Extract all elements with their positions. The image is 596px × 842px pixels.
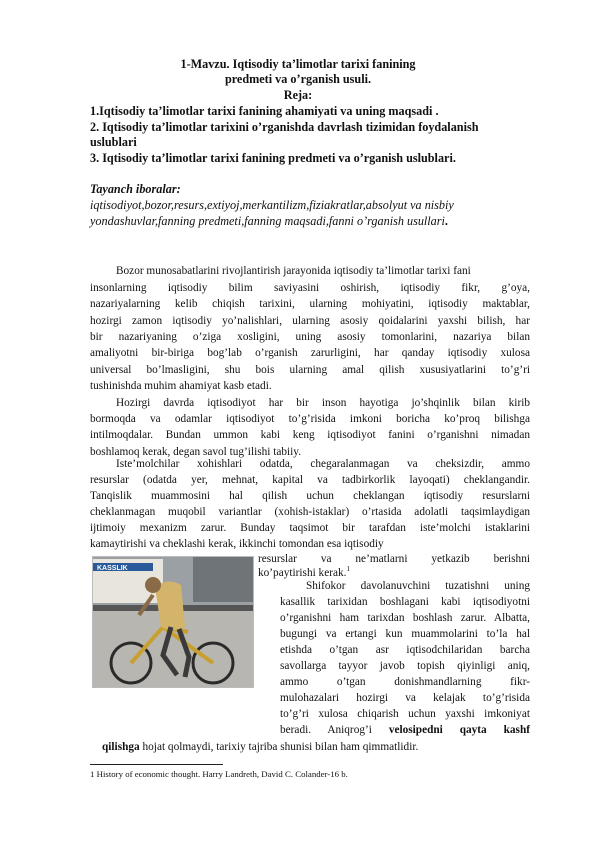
p4-final-line: [102, 740, 418, 754]
footnote-text: 1 History of economic thought. Harry Landreth, David C. Colander-16 b.: [90, 769, 348, 779]
p4-last-bold: velosipedni qayta kashf: [388, 724, 530, 736]
plan-item-2: 2. Iqtisodiy ta’limotlar tarixini o’rganishda davrlash tizimidan foydalanish: [90, 120, 479, 134]
footnote-reference: 1: [346, 565, 350, 574]
p4-final-bold: qilishga: [102, 741, 140, 753]
p1-line: bir nazariyaning o’ziga xosligini, uning asosiy tomonlarini, nazariya bilan: [90, 331, 530, 343]
keywords-line-2: [90, 214, 448, 229]
truck-lettering: KASSLIK: [97, 565, 128, 572]
p4-line: to’g’ri xulosa chiqarish uchun yaxshi imkoniyat: [280, 708, 530, 720]
document-title: 1-Mavzu. Iqtisodiy ta’limotlar tarixi fanining: [180, 57, 416, 71]
p4-line: o’rganishni ham tarixdan boshlash zarur. Albatta,: [280, 612, 530, 624]
document-title-line2: predmeti va o’rganish usuli.: [224, 72, 372, 86]
p3-line: Iste’molchilar xohishlari odatda, chegaralanmagan va cheksizdir, ammo: [116, 458, 530, 470]
p3-line: Tanqislik muammosini hal qilish uchun cheklangan iqtisodiy resurslarni: [90, 490, 530, 502]
p3-line: kamaytirishi va cheklashi kerak, ikkinchi tomondan esa iqtisodiy: [90, 538, 384, 550]
p1-line: amaliyotni bir-biriga bog’lab o’rganish zarurligini, har qanday iqtisodiy xulosa: [90, 347, 530, 359]
p4-line: bugungi va ertangi kun muammolarini to’la hal: [280, 628, 530, 640]
footnote-separator: [90, 764, 223, 765]
p4-last-text: beradi. Aniqrog’i: [280, 724, 389, 736]
p3-line-last: [258, 566, 350, 580]
plan-heading: Reja:: [283, 88, 313, 102]
plan-item-1: 1.Iqtisodiy ta’limotlar tarixi fanining ahamiyati va uning maqsadi .: [90, 104, 439, 118]
p3-line: resurslar va ne’matlarni yetkazib berishni: [258, 553, 530, 565]
p2-line: intilmoqdalar. Bundan ummon kabi keng iqtisodiyot fanini o’rganishni nimadan: [90, 429, 530, 441]
p1-line: nazariyalarning kelib chiqish tarixini, ularning mohiyatini, iqtisodiy maktablar,: [90, 298, 530, 310]
keywords-end-dot: .: [444, 214, 448, 228]
p4-line: etishda o’tgan asr iqtisodchilaridan barcha: [280, 644, 530, 656]
p1-line: tushinishda muhim ahamiyat kasb etadi.: [90, 380, 272, 392]
p2-line: boshlamoq kerak, degan savol tug’ilishi tabiiy.: [90, 446, 302, 458]
p4-line: mulohazalari hozirgi va kelajak to’g’risida: [280, 692, 530, 704]
p1-line: Bozor munosabatlarini rivojlantirish jarayonida iqtisodiy ta’limotlar tarixi fani: [116, 265, 471, 277]
p3-line: ijtimoiy mexanizm zarur. Bunday taqsimot bir tarafdan iste’molchi istaklarini: [90, 522, 530, 534]
p4-final-text: hojat qolmaydi, tarixiy tajriba shunisi bilan ham qimmatlidir.: [139, 741, 419, 753]
p2-line: Hozirgi davrda iqtisodiyot har bir inson hayotiga jo’shqinlik bilan kirib: [116, 397, 530, 409]
cyclist-photo: [92, 556, 254, 688]
keywords-line-2-text: yondashuvlar,fanning predmeti,fanning maqsadi,fanni o’rganish usullari: [90, 214, 445, 228]
p4-line: Shifokor davolanuvchini tuzatishni uning: [306, 580, 530, 592]
p4-line-bold-end: [280, 723, 530, 737]
plan-item-2-cont: uslublari: [90, 135, 137, 149]
p3-line: cheklanmagan muqobil variantlar (xohish-istaklar) o’rtasida adolatli taqsimlaydigan: [90, 506, 530, 518]
p1-line: universal bo’lmasligini, shu bois ularning amal qilish xususiyatlarini to’g’ri: [90, 364, 530, 376]
p4-line: ammo o’tgan donishmandlarning fikr-: [280, 676, 530, 688]
keywords-label: Tayanch iboralar:: [90, 182, 181, 196]
p4-line: savollarga tayyor javob topish qiyinligi aniq,: [280, 660, 530, 672]
p1-line: hozirgi zamon iqtisodiy yo’nalishlari, ularning asosiy qoidalarini yaxshi bilish, har: [90, 315, 530, 327]
p2-line: bormoqda va odamlar iqtisodiyot to’g’risida imkoni boricha ko’proq bilishga: [90, 413, 530, 425]
p4-line: kasallik tarixidan boshlagani kabi iqtisodiyotni: [280, 596, 530, 608]
keywords-line-1: iqtisodiyot,bozor,resurs,extiyoj,merkantilizm,fiziakratlar,absolyut va nisbiy: [90, 198, 454, 212]
p3-line-last-text: ko’paytirishi kerak.: [258, 567, 347, 579]
p3-line: resurslar (odatda yer, mehnat, kapital va tadbirkorlik layoqati) cheklangandir.: [90, 474, 530, 486]
p1-line: insonlarning iqtisodiy bilim saviyasini oshirish, iqtisodiy fikr, g’oya,: [90, 282, 530, 294]
plan-item-3: 3. Iqtisodiy ta’limotlar tarixi fanining predmeti va o’rganish uslublari.: [90, 151, 456, 165]
